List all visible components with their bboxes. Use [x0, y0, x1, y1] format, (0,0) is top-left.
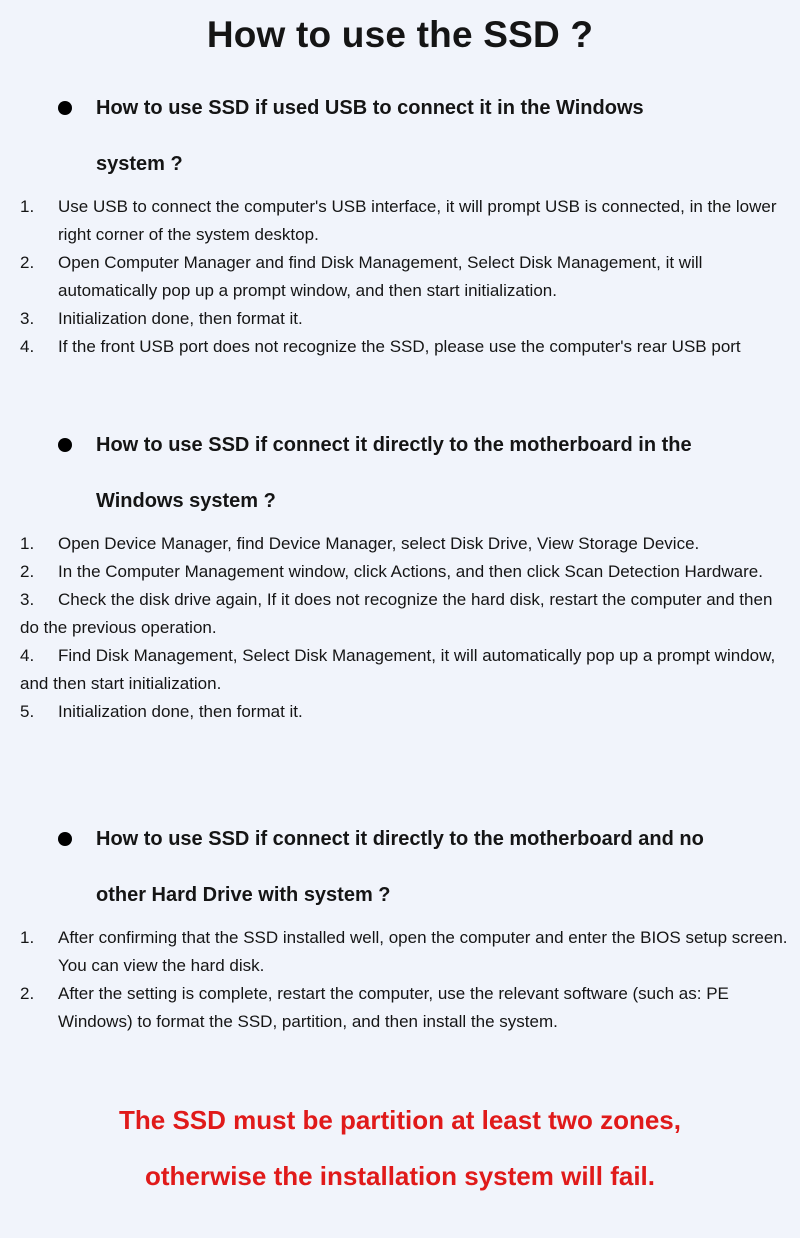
list-item	[20, 305, 790, 333]
heading-line: How to use SSD if connect it directly to the motherboard and no	[96, 828, 704, 850]
step-text: Initialization done, then format it.	[58, 702, 303, 721]
step-number: 4.	[20, 337, 35, 356]
step-text: Open Device Manager, find Device Manager, select Disk Drive, View Storage Device.	[58, 534, 700, 553]
step-number: 1.	[20, 928, 35, 947]
bullet-icon	[58, 438, 72, 452]
no-other-drive-steps-list	[20, 924, 790, 1036]
list-item	[20, 193, 790, 249]
step-text: Open Computer Manager and find Disk Management, Select Disk Management, it will automatically pop up a prompt window, and then start initialization.	[58, 253, 703, 300]
step-number: 3.	[20, 309, 35, 328]
motherboard-steps-list	[20, 530, 790, 726]
page-title: How to use the SSD ?	[206, 14, 594, 55]
step-number: 2.	[20, 984, 35, 1003]
heading-line: How to use SSD if connect it directly to the motherboard in the	[96, 434, 692, 456]
list-item	[20, 333, 790, 361]
section-motherboard-heading	[96, 417, 786, 529]
list-item	[20, 558, 790, 586]
step-number: 1.	[20, 197, 35, 216]
section-no-other-drive-heading	[96, 811, 786, 923]
list-item	[20, 980, 790, 1036]
list-item	[20, 642, 790, 698]
step-text: Use USB to connect the computer's USB interface, it will prompt USB is connected, in the lower right corner of the system desktop.	[58, 197, 777, 244]
bullet-icon	[58, 832, 72, 846]
section-usb-heading	[96, 80, 786, 192]
step-number: 2.	[20, 562, 35, 581]
heading-line: How to use SSD if used USB to connect it in the Windows	[96, 97, 644, 119]
step-number: 3.	[20, 590, 35, 609]
step-number: 1.	[20, 534, 35, 553]
step-text: In the Computer Management window, click Actions, and then click Scan Detection Hardware.	[58, 562, 763, 581]
heading-line: other Hard Drive with system ?	[96, 884, 391, 906]
bullet-icon	[58, 101, 72, 115]
step-text: If the front USB port does not recognize the SSD, please use the computer's rear USB port	[58, 337, 741, 356]
list-item	[20, 698, 790, 726]
list-item	[20, 530, 790, 558]
list-item	[20, 924, 790, 980]
step-number: 5.	[20, 702, 35, 721]
warning-line: The SSD must be partition at least two zones,	[119, 1105, 681, 1135]
heading-line: system ?	[96, 153, 183, 175]
usb-steps-list	[20, 193, 790, 361]
step-text: After confirming that the SSD installed well, open the computer and enter the BIOS setup screen. You can view the hard disk.	[58, 928, 788, 975]
step-text: Initialization done, then format it.	[58, 309, 303, 328]
list-item	[20, 586, 790, 642]
partition-warning	[0, 1092, 800, 1204]
step-text: After the setting is complete, restart the computer, use the relevant software (such as: PE Windows) to format the SSD, partition, and then install the system.	[58, 984, 729, 1031]
step-text: Find Disk Management, Select Disk Management, it will automatically pop up a prompt window, and then start initialization.	[20, 646, 776, 693]
warning-line: otherwise the installation system will fail.	[144, 1161, 656, 1191]
heading-line: Windows system ?	[96, 490, 276, 512]
step-number: 2.	[20, 253, 35, 272]
list-item	[20, 249, 790, 305]
step-number: 4.	[20, 646, 35, 665]
step-text: Check the disk drive again, If it does not recognize the hard disk, restart the computer and then do the previous operation.	[20, 590, 773, 637]
